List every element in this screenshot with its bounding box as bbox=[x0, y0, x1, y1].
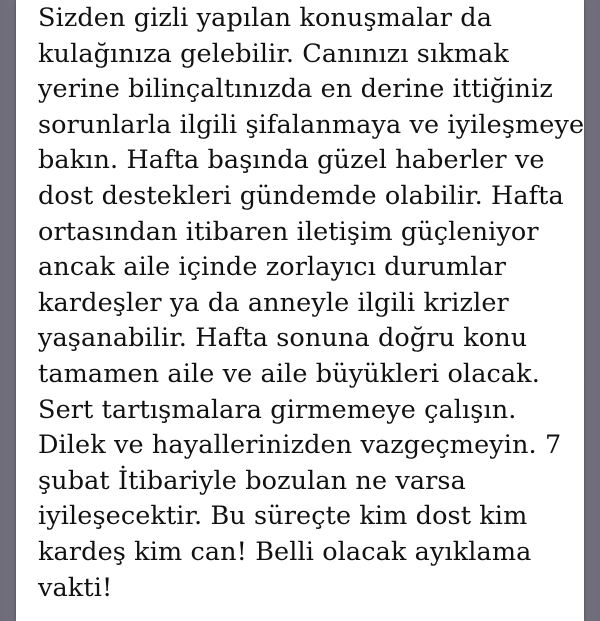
text-line-6: dost destekleri gündemde olabilir. Hafta bbox=[38, 180, 564, 211]
text-card bbox=[16, 0, 584, 621]
text-line-8: ancak aile içinde zorlayıcı durumlar bbox=[38, 252, 507, 283]
text-line-1: Sizden gizli yapılan konuşmalar da bbox=[38, 3, 493, 33]
text-line-13: Dilek ve hayallerinizden vazgeçmeyin. 7 bbox=[38, 430, 562, 461]
text-line-10: yaşanabilir. Hafta sonuna doğru konu bbox=[38, 323, 528, 354]
text-line-16: kardeş kim can! Belli olacak ayıklama bbox=[38, 536, 532, 567]
text-line-2: kulağınıza gelebilir. Canınızı sıkmak bbox=[38, 38, 509, 69]
text-line-5: bakın. Hafta başında güzel haberler ve bbox=[38, 145, 545, 176]
text-line-4: sorunlarla ilgili şifalanmaya ve iyileşmeye bbox=[38, 109, 585, 140]
text-line-9: kardeşler ya da anneyle ilgili krizler bbox=[38, 287, 509, 318]
text-line-15: iyileşecektir. Bu süreçte kim dost kim bbox=[38, 501, 528, 532]
text-line-14: şubat İtibariyle bozulan ne varsa bbox=[38, 465, 466, 496]
text-line-12: Sert tartışmalara girmemeye çalışın. bbox=[38, 394, 517, 425]
text-line-17: vakti! bbox=[38, 572, 113, 603]
horoscope-text bbox=[38, 1, 585, 606]
text-line-7: ortasından itibaren iletişim güçleniyor bbox=[38, 216, 539, 247]
text-line-3: yerine bilinçaltınızda en derine ittiğiniz bbox=[38, 74, 553, 105]
text-line-11: tamamen aile ve aile büyükleri olacak. bbox=[38, 358, 540, 389]
